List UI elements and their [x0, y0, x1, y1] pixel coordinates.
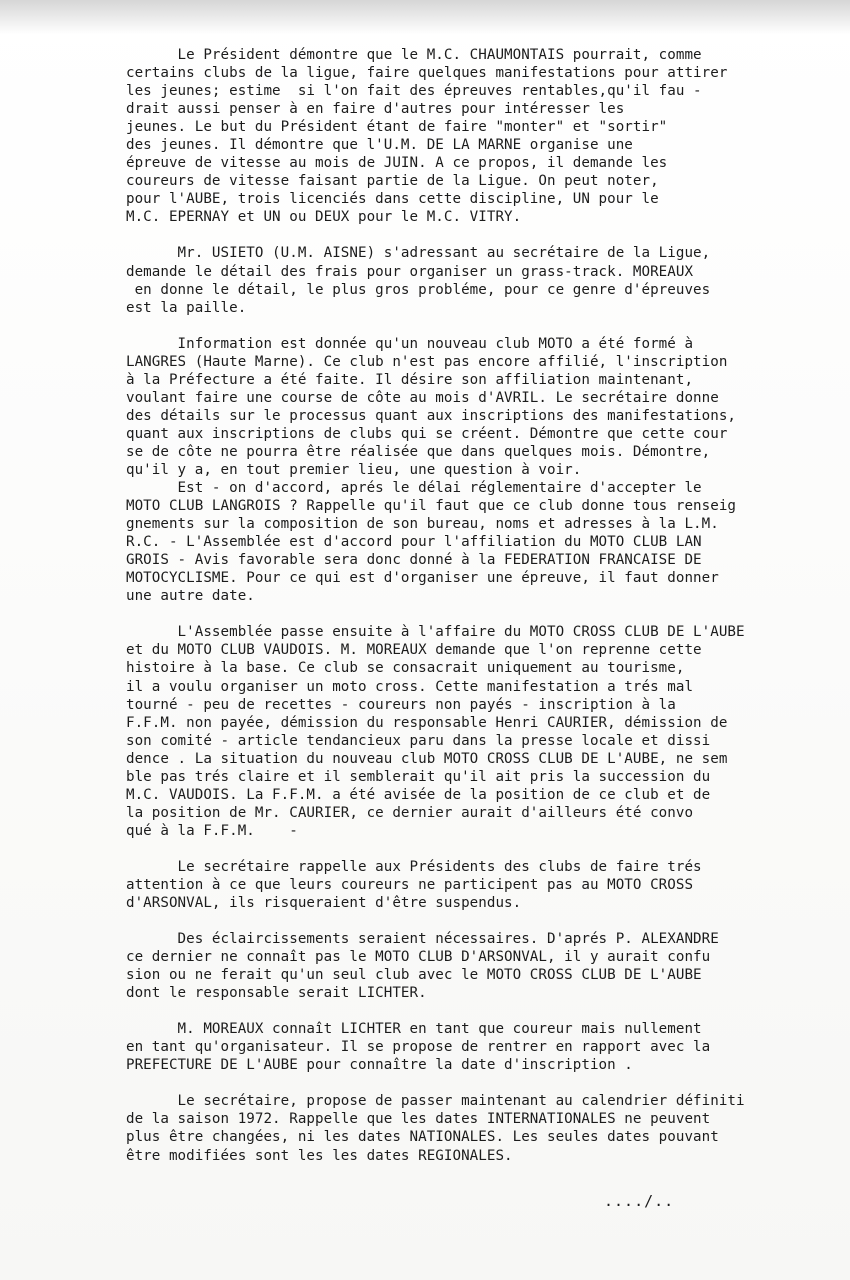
text-line: certains clubs de la ligue, faire quelques manifestations pour attirer — [126, 65, 728, 82]
paragraph — [126, 244, 848, 316]
text-line: coureurs de vitesse faisant partie de la Ligue. On peut noter, — [126, 173, 659, 190]
text-line: Le secrétaire, propose de passer maintenant au calendrier définiti — [126, 1093, 745, 1110]
text-line: tourné - peu de recettes - coureurs non payés - inscription à la — [126, 696, 676, 713]
text-line: qu'il y a, en tout premier lieu, une question à voir. — [126, 461, 582, 478]
text-line: drait aussi penser à en faire d'autres pour intéresser les — [126, 101, 625, 118]
text-line: en tant qu'organisateur. Il se propose de rentrer en rapport avec la — [126, 1039, 711, 1056]
paragraph — [126, 623, 848, 840]
page-shadow — [0, 0, 850, 34]
text-line: M.C. EPERNAY et UN ou DEUX pour le M.C. VITRY. — [126, 209, 522, 226]
text-line: voulant faire une course de côte au mois d'AVRIL. Le secrétaire donne — [126, 389, 719, 406]
text-line: F.F.M. non payée, démission du responsable Henri CAURIER, démission de — [126, 714, 728, 731]
text-line: histoire à la base. Ce club se consacrait uniquement au tourisme, — [126, 660, 685, 677]
text-line: la position de Mr. CAURIER, ce dernier aurait d'ailleurs été convo — [126, 804, 694, 821]
text-line: ble pas trés claire et il semblerait qu'il ait pris la succession du — [126, 768, 711, 785]
document-body — [126, 46, 848, 1183]
text-line: d'ARSONVAL, ils risqueraient d'être suspendus. — [126, 895, 522, 912]
text-line: M. MOREAUX connaît LICHTER en tant que coureur mais nullement — [126, 1021, 702, 1038]
paragraph — [126, 1020, 848, 1074]
text-line: des détails sur le processus quant aux inscriptions des manifestations, — [126, 407, 737, 424]
text-line: gnements sur la composition de son bureau, noms et adresses à la L.M. — [126, 516, 719, 533]
text-line: une autre date. — [126, 588, 255, 605]
text-line: MOTO CLUB LANGROIS ? Rappelle qu'il faut que ce club donne tous renseig — [126, 498, 737, 515]
text-line: Le secrétaire rappelle aux Présidents des clubs de faire trés — [126, 858, 702, 875]
text-line: PREFECTURE DE L'AUBE pour connaître la date d'inscription . — [126, 1057, 633, 1074]
paragraph — [126, 46, 848, 226]
paragraph — [126, 930, 848, 1002]
text-line: attention à ce que leurs coureurs ne participent pas au MOTO CROSS — [126, 876, 694, 893]
text-line: jeunes. Le but du Président étant de faire "monter" et "sortir" — [126, 119, 668, 136]
paragraph — [126, 858, 848, 912]
paragraph — [126, 335, 848, 606]
text-line: MOTOCYCLISME. Pour ce qui est d'organiser une épreuve, il faut donner — [126, 570, 719, 587]
text-line: des jeunes. Il démontre que l'U.M. DE LA MARNE organise une — [126, 137, 633, 154]
text-line: Mr. USIETO (U.M. AISNE) s'adressant au secrétaire de la Ligue, — [126, 245, 711, 262]
continuation-mark: ..../.. — [604, 1192, 675, 1210]
text-line: se de côte ne pourra être réalisée que dans quelques mois. Démontre, — [126, 443, 711, 460]
text-line: L'Assemblée passe ensuite à l'affaire du MOTO CROSS CLUB DE L'AUBE — [126, 624, 745, 641]
text-line: de la saison 1972. Rappelle que les dates INTERNATIONALES ne peuvent — [126, 1111, 711, 1128]
text-line: Information est donnée qu'un nouveau club MOTO a été formé à — [126, 335, 694, 352]
text-line: les jeunes; estime si l'on fait des épreuves rentables,qu'il fau - — [126, 83, 702, 100]
text-line: en donne le détail, le plus gros probléme, pour ce genre d'épreuves — [126, 281, 711, 298]
text-line: sion ou ne ferait qu'un seul club avec le MOTO CROSS CLUB DE L'AUBE — [126, 967, 702, 984]
text-line: son comité - article tendancieux paru dans la presse locale et dissi — [126, 732, 711, 749]
text-line: LANGRES (Haute Marne). Ce club n'est pas encore affilié, l'inscription — [126, 353, 728, 370]
text-line: dont le responsable serait LICHTER. — [126, 985, 427, 1002]
text-line: ce dernier ne connaît pas le MOTO CLUB D'ARSONVAL, il y aurait confu — [126, 949, 711, 966]
text-line: R.C. - L'Assemblée est d'accord pour l'affiliation du MOTO CLUB LAN — [126, 534, 702, 551]
text-line: et du MOTO CLUB VAUDOIS. M. MOREAUX demande que l'on reprenne cette — [126, 642, 702, 659]
text-line: à la Préfecture a été faite. Il désire son affiliation maintenant, — [126, 371, 694, 388]
text-line: Des éclaircissements seraient nécessaires. D'aprés P. ALEXANDRE — [126, 931, 719, 948]
text-line: GROIS - Avis favorable sera donc donné à la FEDERATION FRANCAISE DE — [126, 552, 702, 569]
text-line: il a voulu organiser un moto cross. Cette manifestation a trés mal — [126, 678, 694, 695]
text-line: Est - on d'accord, aprés le délai réglementaire d'accepter le — [126, 480, 702, 497]
text-line: quant aux inscriptions de clubs qui se créent. Démontre que cette cour — [126, 425, 728, 442]
text-line: M.C. VAUDOIS. La F.F.M. a été avisée de la position de ce club et de — [126, 786, 711, 803]
paragraph — [126, 1092, 848, 1164]
text-line: qué à la F.F.M. - — [126, 822, 298, 839]
text-line: plus être changées, ni les dates NATIONALES. Les seules dates pouvant — [126, 1129, 719, 1146]
text-line: Le Président démontre que le M.C. CHAUMONTAIS pourrait, comme — [126, 47, 702, 63]
text-line: demande le détail des frais pour organiser un grass-track. MOREAUX — [126, 263, 694, 280]
text-line: être modifiées sont les les dates REGIONALES. — [126, 1147, 513, 1164]
text-line: épreuve de vitesse au mois de JUIN. A ce propos, il demande les — [126, 155, 668, 172]
text-line: est la paille. — [126, 299, 247, 316]
text-line: pour l'AUBE, trois licenciés dans cette discipline, UN pour le — [126, 191, 659, 208]
text-line: dence . La situation du nouveau club MOTO CROSS CLUB DE L'AUBE, ne sem — [126, 750, 728, 767]
